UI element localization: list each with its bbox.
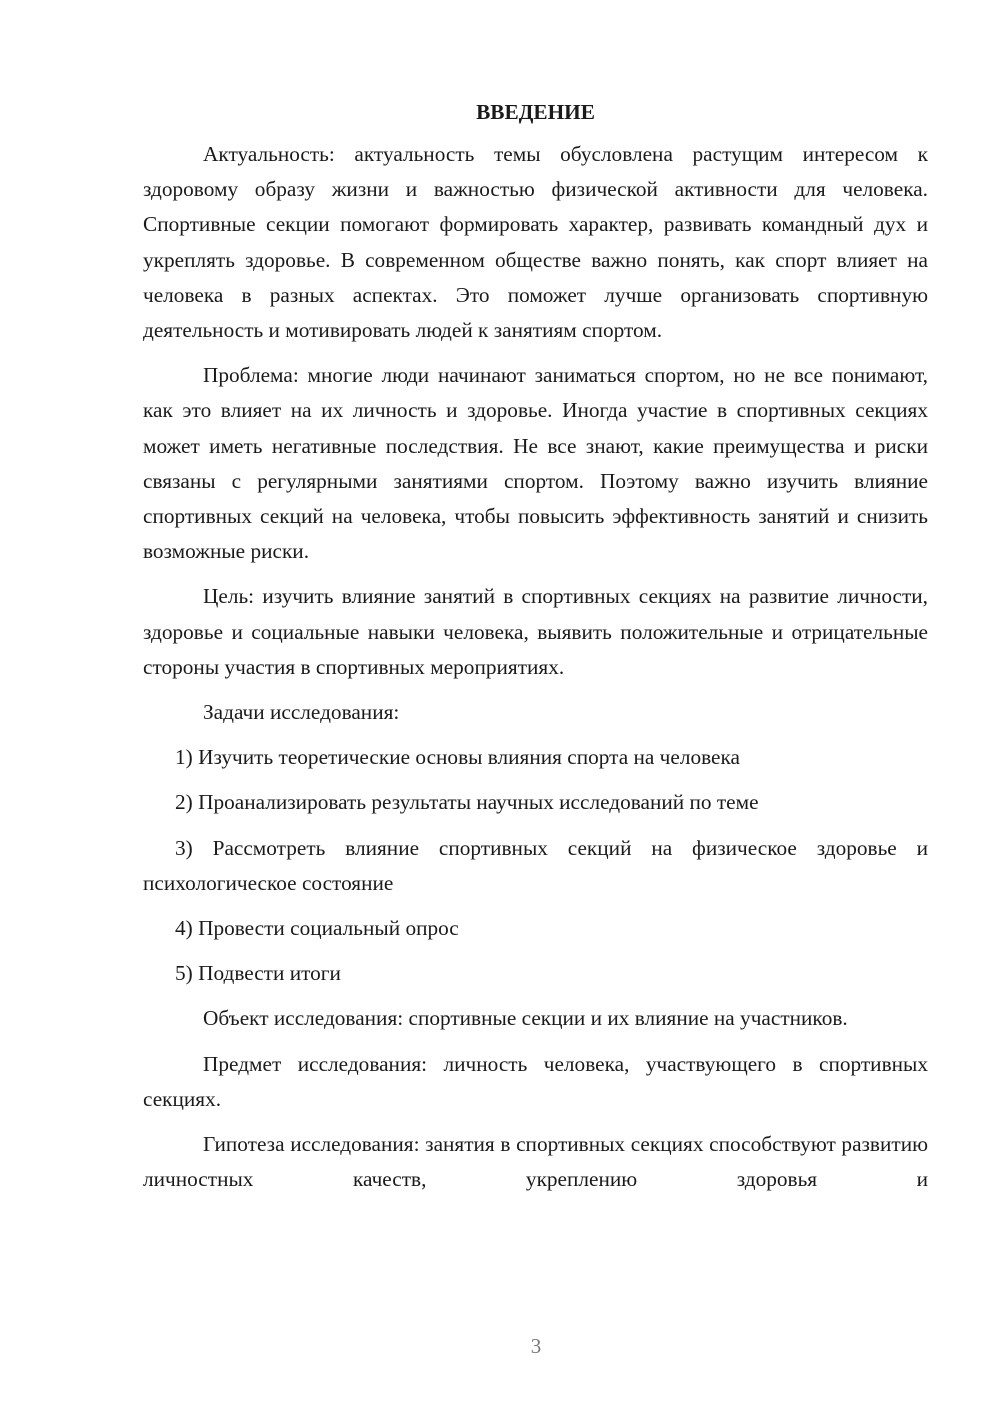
relevance-paragraph: Актуальность: актуальность темы обусловлена растущим интересом к здоровому образу жизни и важностью физической активности для человека. Спортивные секции помогают формировать характер, развивать командный дух и укреплять здоровье. В современном обществе важно понять, как спорт влияет на человека в разных аспектах. Это поможет лучше организовать спортивную деятельность и мотивировать людей к занятиям спортом. [143,142,928,343]
task-item: 4) Провести социальный опрос [175,916,459,941]
task-item: 5) Подвести итоги [175,961,341,986]
object-paragraph: Объект исследования: спортивные секции и их влияние на участников. [203,1006,848,1031]
problem-paragraph: Проблема: многие люди начинают заниматься спортом, но не все понимают, как это влияет на их личность и здоровье. Иногда участие в спортивных секциях может иметь негативные последствия. Не все знают, какие преимущества и риски связаны с регулярными занятиями спортом. Поэтому важно изучить влияние спортивных секций на человека, чтобы повысить эффективность занятий и снизить возможные риски. [143,363,928,564]
task-item: 1) Изучить теоретические основы влияния спорта на человека [175,745,740,770]
tasks-list [143,740,928,991]
task-item: 2) Проанализировать результаты научных исследований по теме [175,790,759,815]
tasks-heading: Задачи исследования: [203,700,400,725]
task-item: 3) Рассмотреть влияние спортивных секций на физическое здоровье и психологическое состояние [143,835,928,895]
hypothesis-paragraph: Гипотеза исследования: занятия в спортивных секциях способствуют развитию личностных качеств, укреплению здоровья и [143,1132,928,1192]
goal-paragraph: Цель: изучить влияние занятий в спортивных секциях на развитие личности, здоровье и социальные навыки человека, выявить положительные и отрицательные стороны участия в спортивных мероприятиях. [143,584,928,679]
page-number: 3 [530,1334,542,1358]
section-title: ВВЕДЕНИЕ [476,100,595,124]
document-page [143,97,928,1207]
subject-paragraph: Предмет исследования: личность человека, участвующего в спортивных секциях. [143,1051,928,1111]
